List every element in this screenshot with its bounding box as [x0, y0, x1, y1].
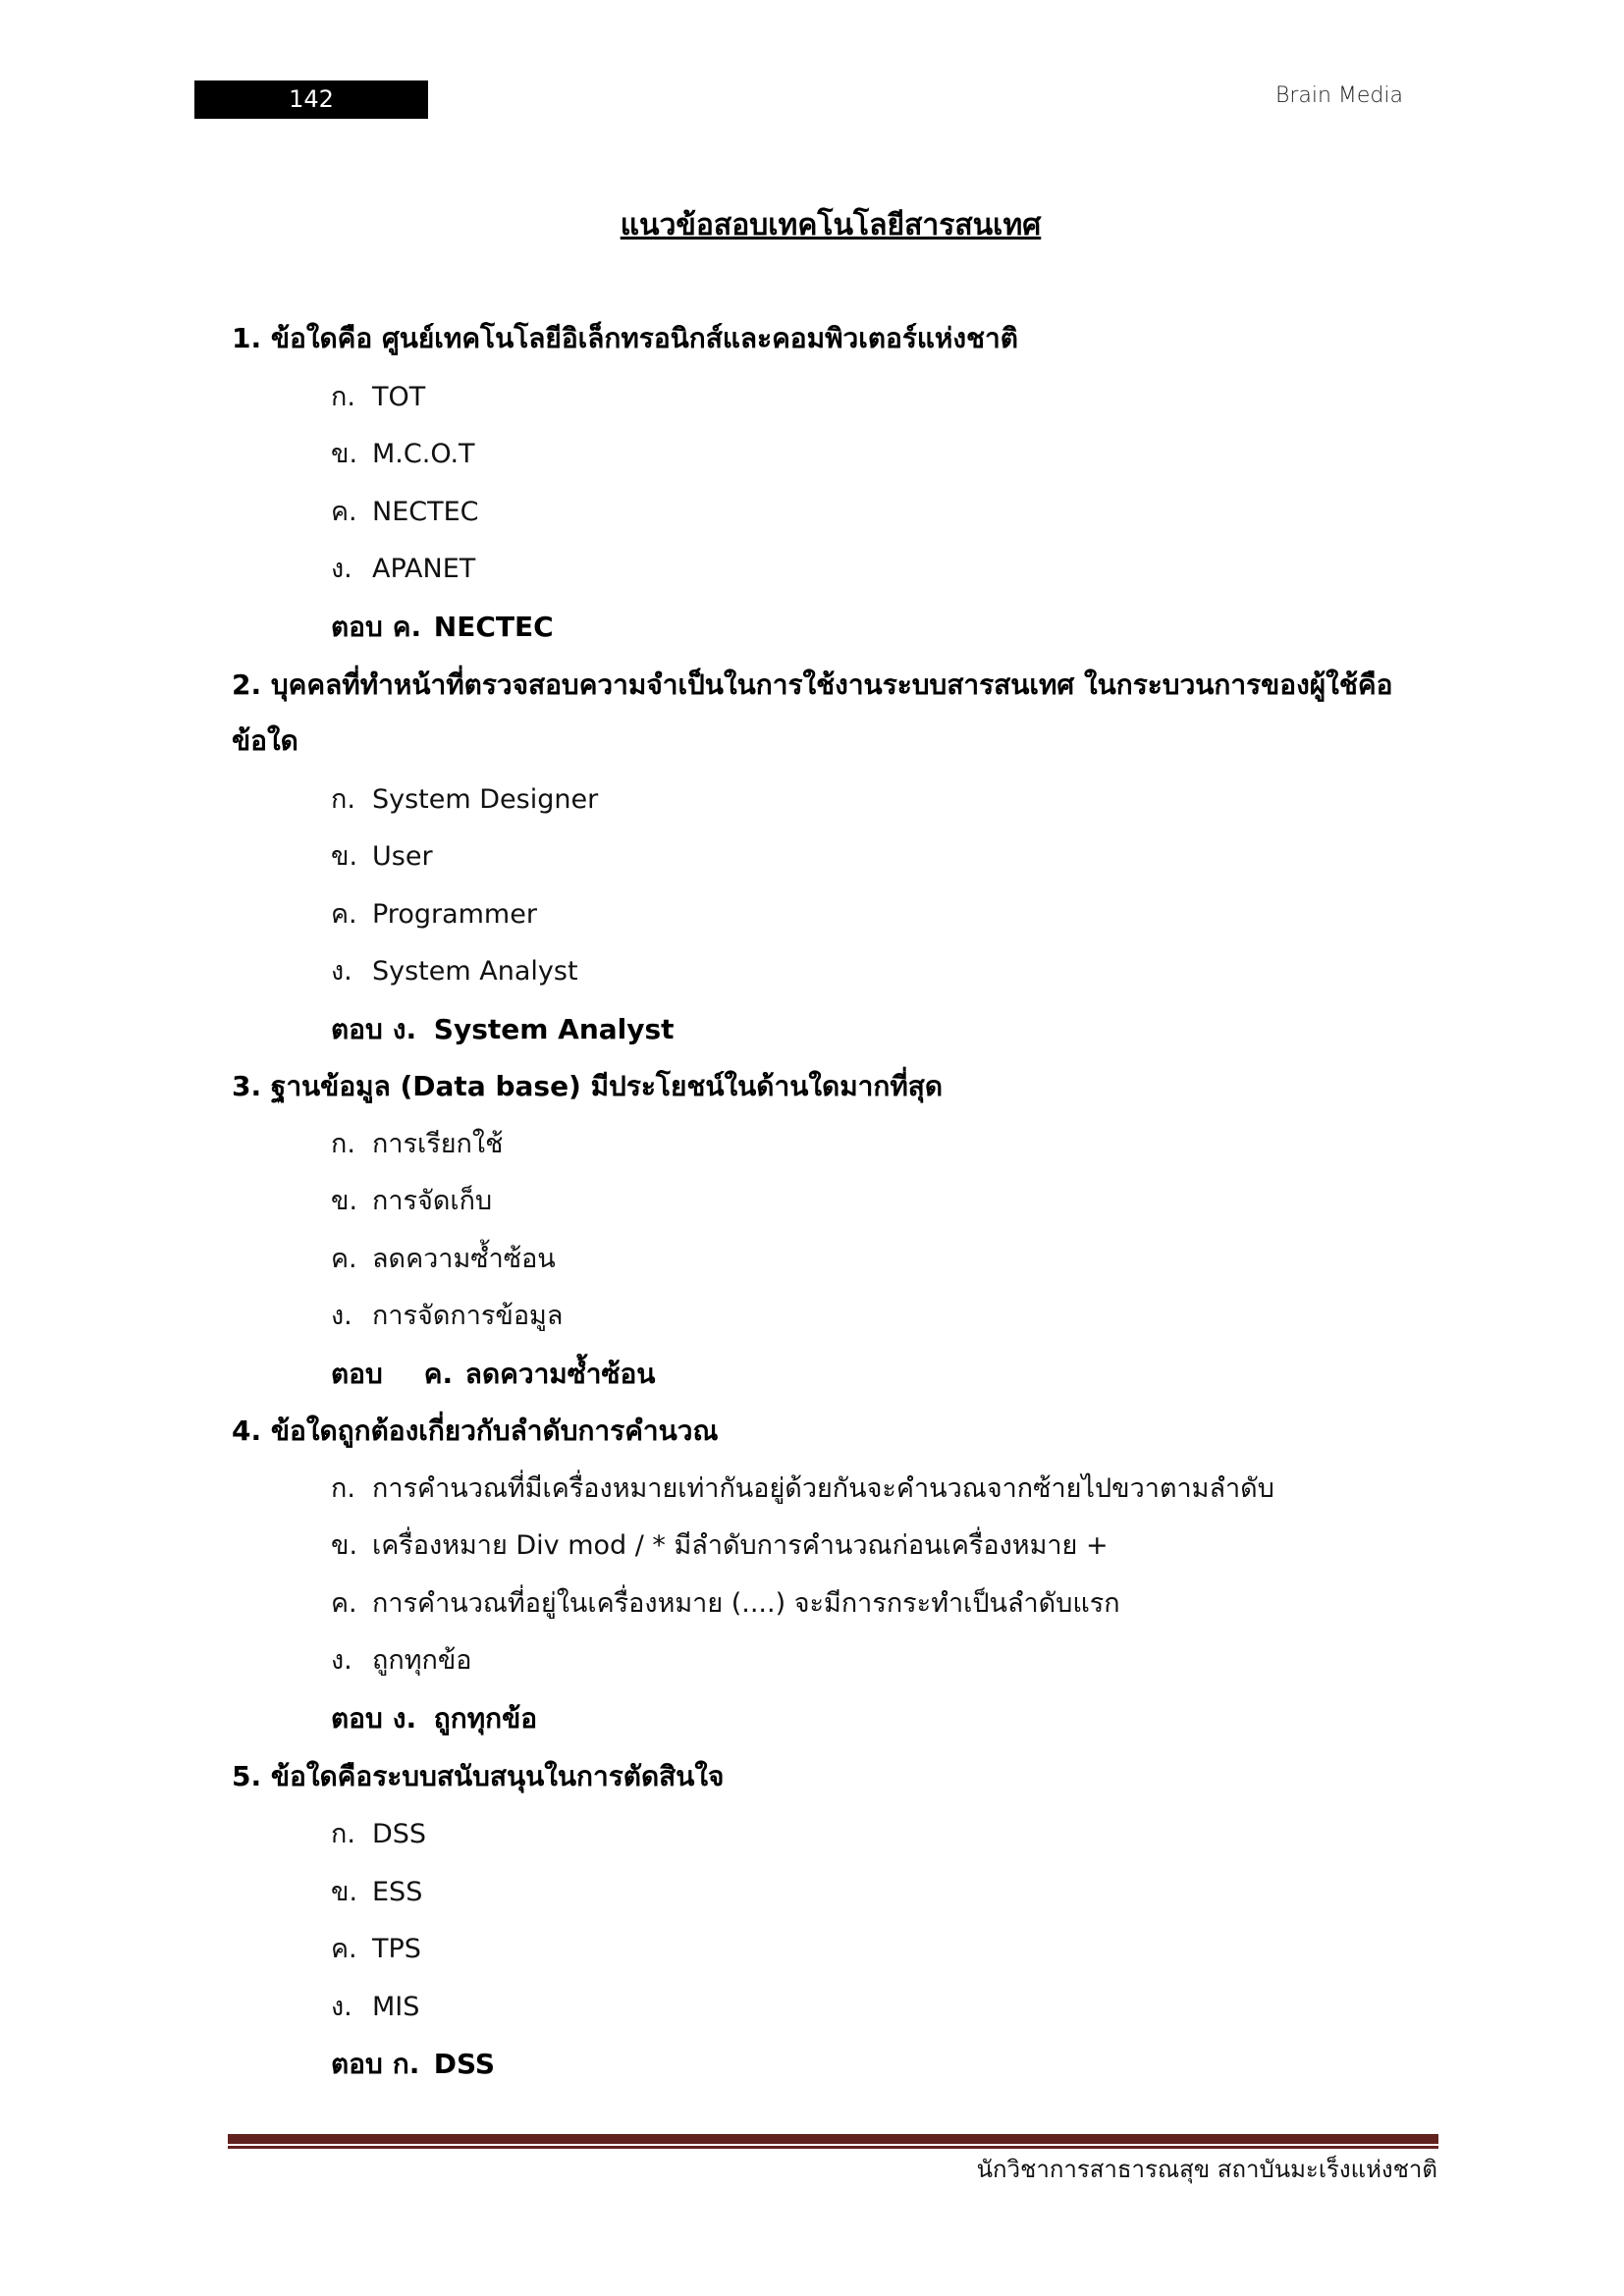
option-text: Programmer — [372, 899, 537, 930]
option-label: ก. — [331, 1129, 355, 1159]
option-label: ค. — [331, 497, 357, 527]
question-4-option-c — [331, 1584, 1120, 1624]
option-label: ค. — [331, 899, 357, 930]
question-2-answer — [331, 1010, 675, 1049]
option-label: ค. — [331, 1244, 357, 1274]
option-text: TPS — [372, 1934, 421, 1964]
option-label: ข. — [331, 439, 358, 469]
question-5-option-c — [331, 1930, 421, 1969]
question-1-option-c — [331, 493, 479, 532]
question-1-answer — [331, 608, 554, 647]
answer-text: System Analyst — [433, 1013, 675, 1045]
question-4-option-b — [331, 1526, 1109, 1566]
answer-text: DSS — [433, 2048, 496, 2080]
question-1-option-b — [331, 435, 475, 474]
option-label: ข. — [331, 1530, 358, 1561]
question-3-option-c — [331, 1240, 556, 1279]
option-text: ESS — [372, 1877, 423, 1907]
page-number-box — [194, 80, 428, 119]
option-text: การคำนวณที่มีเครื่องหมายเท่ากันอยู่ด้วยกันจะคำนวณจากซ้ายไปขวาตามลำดับ — [372, 1473, 1274, 1504]
option-text: MIS — [372, 1992, 420, 2022]
question-2-option-b — [331, 837, 433, 877]
question-2-option-c — [331, 895, 537, 934]
question-5-answer — [331, 2045, 495, 2084]
page-title: แนวข้อสอบเทคโนโลยีสารสนเทศ — [620, 208, 1042, 242]
option-label: ก. — [331, 382, 355, 412]
answer-prefix: ตอบ — [331, 2048, 383, 2080]
option-text: System Analyst — [372, 956, 578, 987]
question-2-option-a — [331, 780, 598, 820]
question-4-option-a — [331, 1469, 1274, 1509]
answer-prefix: ตอบ — [331, 1013, 383, 1045]
question-5-option-b — [331, 1873, 422, 1912]
question-1-option-d — [331, 550, 475, 589]
answer-text: ลดความซ้ำซ้อน — [464, 1358, 656, 1390]
option-label: ง. — [331, 1645, 352, 1676]
option-text: User — [372, 841, 433, 872]
option-text: ลดความซ้ำซ้อน — [372, 1244, 556, 1274]
option-text: System Designer — [372, 784, 599, 815]
question-3-option-d — [331, 1297, 563, 1336]
question-5-option-a — [331, 1815, 426, 1854]
question-4-option-d — [331, 1641, 472, 1681]
option-label: ง. — [331, 956, 352, 987]
option-text: การคำนวณที่อยู่ในเครื่องหมาย (....) จะมีการกระทำเป็นลำดับแรก — [372, 1588, 1120, 1619]
header-brand: Brain Media — [1274, 83, 1403, 108]
answer-label: ก. — [392, 2048, 420, 2080]
question-2-text-line-2: ข้อใด — [232, 724, 298, 757]
option-label: ก. — [331, 784, 355, 815]
question-1-text: 1. ข้อใดคือ ศูนย์เทคโนโลยีอิเล็กทรอนิกส์และคอมพิวเตอร์แห่งชาติ — [232, 322, 1018, 354]
option-label: ก. — [331, 1819, 355, 1849]
question-5-text: 5. ข้อใดคือระบบสนับสนุนในการตัดสินใจ — [232, 1760, 725, 1792]
option-label: ค. — [331, 1934, 357, 1964]
option-text: M.C.O.T — [372, 439, 475, 469]
option-label: ง. — [331, 1301, 352, 1331]
question-3-option-a — [331, 1125, 503, 1164]
answer-label: ง. — [392, 1013, 417, 1045]
answer-label: ง. — [392, 1702, 417, 1735]
option-label: ข. — [331, 1186, 358, 1216]
option-text: TOT — [372, 382, 426, 412]
answer-prefix: ตอบ — [331, 1702, 383, 1735]
footer-rule-thin — [228, 2146, 1438, 2149]
footer-rule-thick — [228, 2134, 1438, 2144]
option-text: ถูกทุกข้อ — [372, 1645, 472, 1676]
answer-prefix: ตอบ — [331, 1358, 383, 1390]
answer-text: NECTEC — [433, 611, 554, 643]
option-label: ค. — [331, 1588, 357, 1619]
option-text: การจัดเก็บ — [372, 1186, 493, 1216]
question-2-option-d — [331, 952, 578, 991]
option-label: ก. — [331, 1473, 355, 1504]
question-3-option-b — [331, 1182, 492, 1221]
question-2-text-line-1: 2. บุคคลที่ทำหน้าที่ตรวจสอบความจำเป็นในการใช้งานระบบสารสนเทศ ในกระบวนการของผู้ใช้คือ — [232, 668, 1393, 701]
answer-prefix: ตอบ — [331, 611, 383, 643]
answer-label: ค. — [392, 611, 422, 643]
question-3-answer — [331, 1355, 655, 1394]
footer-text: นักวิชาการสาธารณสุข สถาบันมะเร็งแห่งชาติ — [976, 2156, 1437, 2183]
option-text: NECTEC — [372, 497, 479, 527]
option-text: การจัดการข้อมูล — [372, 1301, 564, 1331]
option-label: ข. — [331, 1877, 358, 1907]
answer-label: ค. — [423, 1358, 454, 1390]
question-4-answer — [331, 1699, 537, 1738]
option-label: ข. — [331, 841, 358, 872]
option-text: การเรียกใช้ — [372, 1129, 504, 1159]
page-number: 142 — [289, 85, 334, 113]
question-4-text: 4. ข้อใดถูกต้องเกี่ยวกับลำดับการคำนวณ — [232, 1415, 719, 1447]
option-label: ง. — [331, 1992, 352, 2022]
option-label: ง. — [331, 554, 352, 584]
question-5-option-d — [331, 1988, 419, 2027]
option-text: เครื่องหมาย Div mod / * มีลำดับการคำนวณก่อนเครื่องหมาย + — [372, 1530, 1109, 1561]
answer-text: ถูกทุกข้อ — [433, 1702, 538, 1735]
question-3-text: 3. ฐานข้อมูล (Data base) มีประโยชน์ในด้านใดมากที่สุด — [232, 1070, 944, 1102]
question-1-option-a — [331, 378, 425, 417]
option-text: APANET — [372, 554, 476, 584]
option-text: DSS — [372, 1819, 427, 1849]
